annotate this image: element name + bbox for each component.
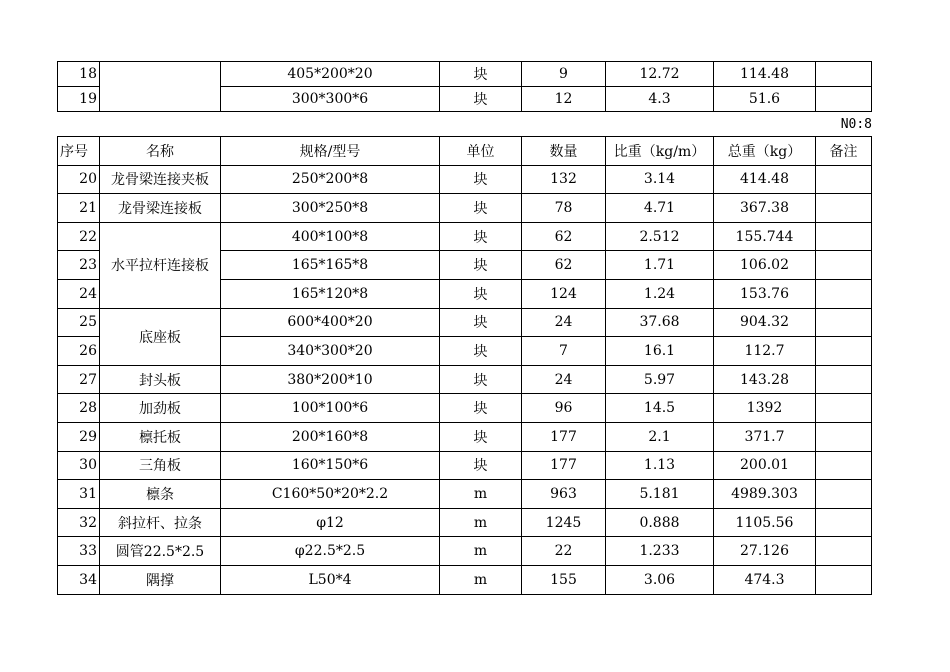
row-index: 23 — [58, 251, 100, 280]
row-name: 斜拉杆、拉条 — [100, 508, 221, 537]
row-remark — [816, 251, 872, 280]
row-unit: 块 — [440, 87, 522, 112]
row-index: 22 — [58, 222, 100, 251]
row-total: 153.76 — [714, 279, 816, 308]
table-row — [58, 451, 872, 480]
row-index: 26 — [58, 337, 100, 366]
table-row — [58, 480, 872, 509]
row-total: 474.3 — [714, 565, 816, 594]
row-spec: 165*120*8 — [221, 279, 440, 308]
row-density: 12.72 — [606, 62, 714, 87]
row-name — [100, 62, 221, 112]
row-name: 水平拉杆连接板 — [100, 222, 221, 308]
row-spec: 250*200*8 — [221, 165, 440, 194]
row-spec: 160*150*6 — [221, 451, 440, 480]
table-row — [58, 394, 872, 423]
row-density: 16.1 — [606, 337, 714, 366]
row-total: 371.7 — [714, 422, 816, 451]
table-row — [58, 165, 872, 194]
row-qty: 62 — [522, 251, 606, 280]
row-index: 18 — [58, 62, 100, 87]
row-total: 414.48 — [714, 165, 816, 194]
row-spec: 405*200*20 — [221, 62, 440, 87]
row-spec: L50*4 — [221, 565, 440, 594]
row-remark — [816, 537, 872, 566]
table-row — [58, 508, 872, 537]
row-density: 14.5 — [606, 394, 714, 423]
row-index: 29 — [58, 422, 100, 451]
row-name: 底座板 — [100, 308, 221, 365]
row-density: 2.512 — [606, 222, 714, 251]
row-spec: 165*165*8 — [221, 251, 440, 280]
table-row — [58, 422, 872, 451]
row-unit: 块 — [440, 165, 522, 194]
row-qty: 177 — [522, 422, 606, 451]
row-density: 3.06 — [606, 565, 714, 594]
row-unit: 块 — [440, 365, 522, 394]
row-density: 5.97 — [606, 365, 714, 394]
row-unit: 块 — [440, 394, 522, 423]
row-unit: m — [440, 508, 522, 537]
table-header-row — [58, 137, 872, 166]
row-remark — [816, 394, 872, 423]
row-qty: 124 — [522, 279, 606, 308]
table-row — [58, 308, 872, 337]
row-index: 20 — [58, 165, 100, 194]
row-remark — [816, 565, 872, 594]
row-unit: m — [440, 537, 522, 566]
row-name: 三角板 — [100, 451, 221, 480]
row-total: 367.38 — [714, 194, 816, 223]
row-spec: C160*50*20*2.2 — [221, 480, 440, 509]
row-unit: 块 — [440, 279, 522, 308]
table-row — [58, 222, 872, 251]
row-density: 2.1 — [606, 422, 714, 451]
row-remark — [816, 308, 872, 337]
row-name: 圆管22.5*2.5 — [100, 537, 221, 566]
row-spec: 200*160*8 — [221, 422, 440, 451]
row-index: 31 — [58, 480, 100, 509]
row-density: 4.3 — [606, 87, 714, 112]
row-density: 4.71 — [606, 194, 714, 223]
row-remark — [816, 165, 872, 194]
row-remark — [816, 194, 872, 223]
page-number: N0:8 — [840, 117, 872, 132]
header-remark: 备注 — [816, 137, 872, 166]
materials-table — [57, 136, 872, 595]
row-qty: 96 — [522, 394, 606, 423]
row-total: 200.01 — [714, 451, 816, 480]
row-total: 904.32 — [714, 308, 816, 337]
row-spec: 340*300*20 — [221, 337, 440, 366]
row-total: 106.02 — [714, 251, 816, 280]
row-qty: 9 — [522, 62, 606, 87]
row-spec: 300*250*8 — [221, 194, 440, 223]
row-total: 4989.303 — [714, 480, 816, 509]
row-qty: 177 — [522, 451, 606, 480]
row-unit: m — [440, 565, 522, 594]
row-total: 112.7 — [714, 337, 816, 366]
row-unit: 块 — [440, 308, 522, 337]
table-row — [58, 565, 872, 594]
header-name: 名称 — [100, 137, 221, 166]
row-unit: 块 — [440, 422, 522, 451]
row-unit: 块 — [440, 194, 522, 223]
row-density: 1.233 — [606, 537, 714, 566]
row-remark — [816, 365, 872, 394]
row-qty: 78 — [522, 194, 606, 223]
row-index: 33 — [58, 537, 100, 566]
row-spec: φ22.5*2.5 — [221, 537, 440, 566]
row-qty: 1245 — [522, 508, 606, 537]
row-remark — [816, 222, 872, 251]
header-total: 总重（kg） — [714, 137, 816, 166]
row-spec: 380*200*10 — [221, 365, 440, 394]
row-qty: 24 — [522, 308, 606, 337]
row-name: 檩条 — [100, 480, 221, 509]
row-name: 龙骨梁连接板 — [100, 194, 221, 223]
row-total: 51.6 — [714, 87, 816, 112]
row-density: 1.71 — [606, 251, 714, 280]
table-row — [58, 194, 872, 223]
row-index: 34 — [58, 565, 100, 594]
row-unit: 块 — [440, 62, 522, 87]
row-remark — [816, 508, 872, 537]
row-unit: 块 — [440, 337, 522, 366]
row-total: 155.744 — [714, 222, 816, 251]
row-density: 3.14 — [606, 165, 714, 194]
table-row — [58, 365, 872, 394]
row-total: 114.48 — [714, 62, 816, 87]
row-index: 28 — [58, 394, 100, 423]
row-name: 龙骨梁连接夹板 — [100, 165, 221, 194]
row-name: 隅撑 — [100, 565, 221, 594]
row-remark — [816, 480, 872, 509]
row-index: 27 — [58, 365, 100, 394]
row-index: 25 — [58, 308, 100, 337]
row-unit: m — [440, 480, 522, 509]
row-name: 檩托板 — [100, 422, 221, 451]
row-density: 5.181 — [606, 480, 714, 509]
row-total: 27.126 — [714, 537, 816, 566]
row-spec: 600*400*20 — [221, 308, 440, 337]
row-qty: 22 — [522, 537, 606, 566]
row-name: 加劲板 — [100, 394, 221, 423]
row-spec: 100*100*6 — [221, 394, 440, 423]
row-spec: φ12 — [221, 508, 440, 537]
row-total: 143.28 — [714, 365, 816, 394]
row-unit: 块 — [440, 222, 522, 251]
row-remark — [816, 279, 872, 308]
row-total: 1392 — [714, 394, 816, 423]
row-qty: 132 — [522, 165, 606, 194]
table-row — [58, 62, 872, 87]
row-index: 21 — [58, 194, 100, 223]
row-qty: 963 — [522, 480, 606, 509]
row-qty: 24 — [522, 365, 606, 394]
row-qty: 7 — [522, 337, 606, 366]
row-density: 0.888 — [606, 508, 714, 537]
row-density: 37.68 — [606, 308, 714, 337]
row-qty: 155 — [522, 565, 606, 594]
row-remark — [816, 422, 872, 451]
header-qty: 数量 — [522, 137, 606, 166]
row-remark — [816, 337, 872, 366]
header-density: 比重（kg/m） — [606, 137, 714, 166]
row-name: 封头板 — [100, 365, 221, 394]
row-spec: 300*300*6 — [221, 87, 440, 112]
continued-table — [57, 61, 872, 112]
row-index: 32 — [58, 508, 100, 537]
row-total: 1105.56 — [714, 508, 816, 537]
row-spec: 400*100*8 — [221, 222, 440, 251]
header-index: 序号 — [58, 137, 100, 166]
row-remark — [816, 451, 872, 480]
row-density: 1.13 — [606, 451, 714, 480]
row-index: 30 — [58, 451, 100, 480]
row-qty: 62 — [522, 222, 606, 251]
row-density: 1.24 — [606, 279, 714, 308]
row-remark — [816, 62, 872, 87]
header-spec: 规格/型号 — [221, 137, 440, 166]
row-index: 24 — [58, 279, 100, 308]
row-unit: 块 — [440, 251, 522, 280]
header-unit: 单位 — [440, 137, 522, 166]
table-row — [58, 537, 872, 566]
row-unit: 块 — [440, 451, 522, 480]
row-remark — [816, 87, 872, 112]
row-index: 19 — [58, 87, 100, 112]
row-qty: 12 — [522, 87, 606, 112]
